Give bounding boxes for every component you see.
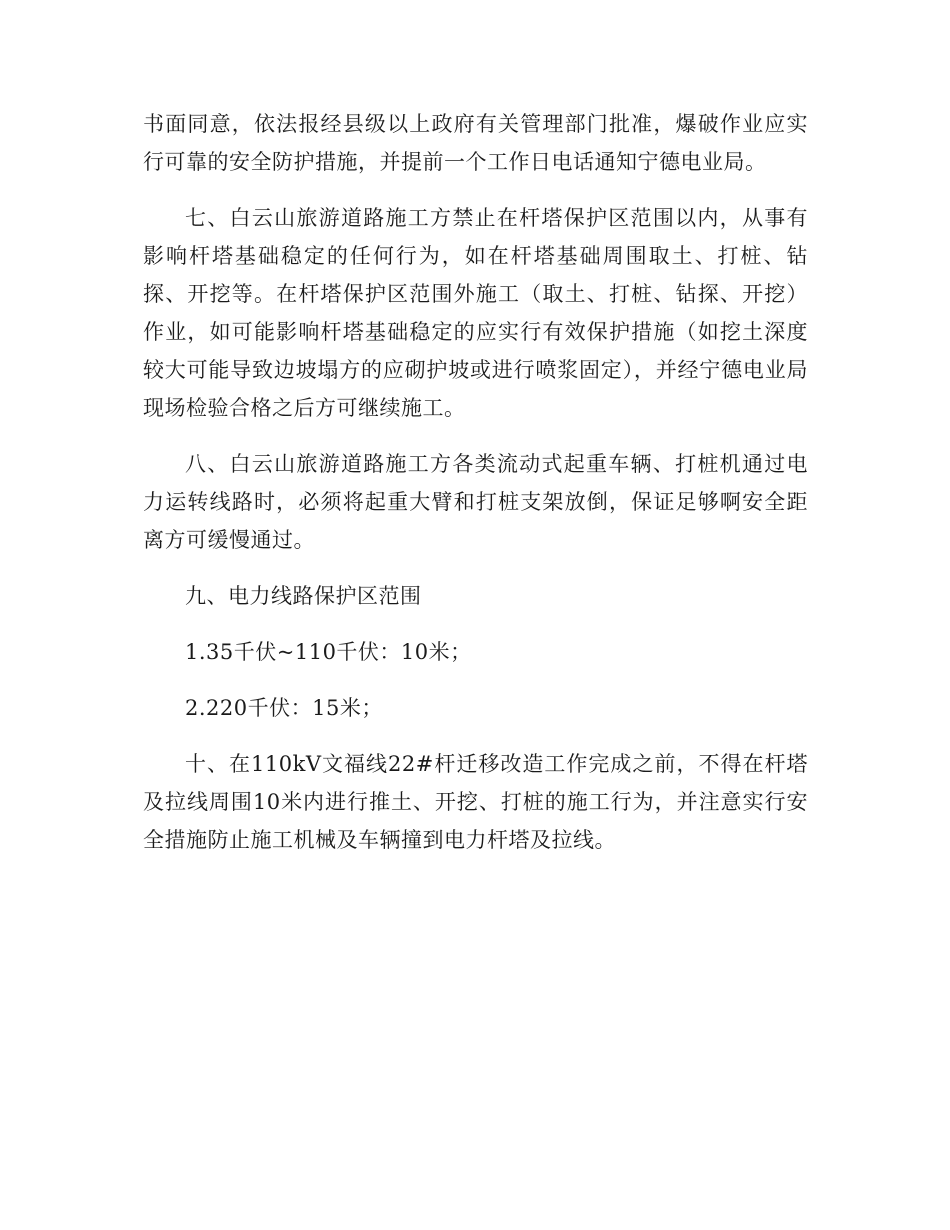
paragraph-continuation: 书面同意，依法报经县级以上政府有关管理部门批准，爆破作业应实行可靠的安全防护措施，并提前一个工作日电话通知宁德电业局。 (143, 112, 808, 174)
paragraph-item-7: 七、白云山旅游道路施工方禁止在杆塔保护区范围以内，从事有影响杆塔基础稳定的任何行为，如在杆塔基础周围取土、打桩、钻探、开挖等。在杆塔保护区范围外施工（取土、打桩、钻探、开挖）作业，如可能影响杆塔基础稳定的应实行有效保护措施（如挖土深度较大可能导致边坡塌方的应砌护坡或进行喷浆固定），并经宁德电业局现场检验合格之后方可继续施工。 (143, 206, 808, 420)
document-body (143, 105, 808, 877)
list-item-protection-range-2: 2.220千伏：15米； (185, 696, 383, 720)
paragraph-item-9-heading: 九、电力线路保护区范围 (185, 584, 422, 608)
list-item-protection-range-1: 1.35千伏~110千伏：10米； (185, 640, 472, 664)
paragraph-item-10: 十、在110kV文福线22#杆迁移改造工作完成之前，不得在杆塔及拉线周围10米内进行推土、开挖、打桩的施工行为，并注意实行安全措施防止施工机械及车辆撞到电力杆塔及拉线。 (143, 752, 808, 852)
paragraph-item-8: 八、白云山旅游道路施工方各类流动式起重车辆、打桩机通过电力运转线路时，必须将起重大臂和打桩支架放倒，保证足够啊安全距离方可缓慢通过。 (143, 452, 808, 552)
